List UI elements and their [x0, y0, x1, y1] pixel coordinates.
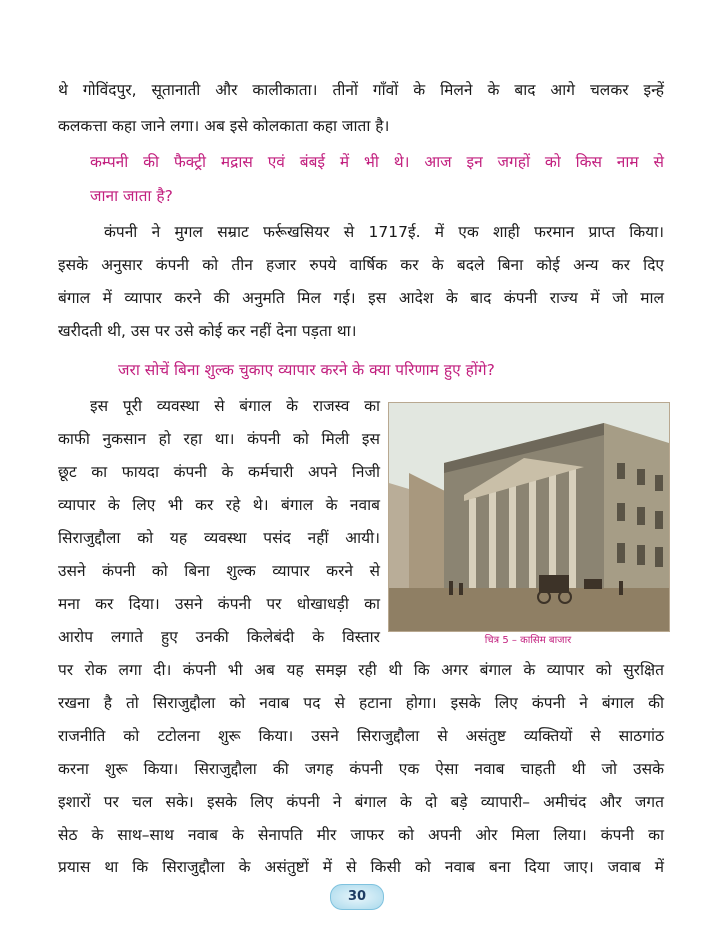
body-line: कंपनी ने मुगल सम्राट फर्रूखसियर से 1717ई. में एक शाही फरमान प्राप्त किया। [104, 223, 664, 241]
body-line: खरीदती थी, उस पर उसे कोई कर नहीं देना पड़ता था। [58, 322, 357, 340]
body-line: इस पूरी व्यवस्था से बंगाल के राजस्व का [90, 397, 380, 415]
body-line: राजनीति को टटोलना शुरू किया। उसने सिराजुद्दौला से असंतुष्ट व्यक्तियों से साठगांठ [58, 727, 664, 745]
body-line: छूट का फायदा कंपनी के कर्मचारी अपने निजी [58, 463, 380, 481]
body-line: बंगाल में व्यापार करने की अनुमति मिल गई। इस आदेश के बाद कंपनी राज्य में जो माल [58, 289, 664, 307]
page-number-badge: 30 [330, 884, 384, 910]
body-line: रखना है तो सिराजुद्दौला को नवाब पद से हटाना होगा। इसके लिए कंपनी ने बंगाल की [58, 694, 664, 712]
body-line: काफी नुकसान हो रहा था। कंपनी को मिली इस [58, 430, 380, 448]
body-line: आरोप लगाते हुए उनकी किलेबंदी के विस्तार [58, 628, 380, 646]
body-line: थे गोविंदपुर, सूतानाती और कालीकाता। तीनों गाँवों के मिलने के बाद आगे चलकर इन्हें [58, 81, 664, 99]
body-line: सिराजुद्दौला को यह व्यवस्था पसंद नहीं आयी। [58, 529, 380, 547]
body-line: सेठ के साथ–साथ नवाब के सेनापति मीर जाफर को अपनी ओर मिला लिया। कंपनी का [58, 826, 664, 844]
body-line: मना कर दिया। उसने कंपनी पर धोखाधड़ी का [58, 595, 380, 613]
question-line: जरा सोचें बिना शुल्क चुकाए व्यापार करने के क्या परिणाम हुए होंगे? [118, 361, 495, 379]
question-line: कम्पनी की फैक्ट्री मद्रास एवं बंबई में भी थे। आज इन जगहों को किस नाम से [90, 153, 664, 171]
body-line: उसने कंपनी को बिना शुल्क व्यापार करने से [58, 562, 380, 580]
figure-caption: चित्र 5 – कासिम बाजार [484, 635, 572, 646]
kasim-bazar-illustration [388, 402, 670, 632]
body-line: कलकत्ता कहा जाने लगा। अब इसे कोलकाता कहा जाता है। [58, 117, 390, 135]
body-line: व्यापार के लिए भी कर रहे थे। बंगाल के नवाब [58, 496, 380, 514]
body-line: पर रोक लगा दी। कंपनी भी अब यह समझ रही थी कि अगर बंगाल के व्यापार को सुरक्षित [58, 661, 664, 679]
question-line: जाना जाता है? [90, 187, 173, 205]
body-line: इशारों पर चल सके। इसके लिए कंपनी ने बंगाल के दो बड़े व्यापारी– अमीचंद और जगत [58, 793, 664, 811]
body-line: इसके अनुसार कंपनी को तीन हजार रुपये वार्षिक कर के बदले बिना कोई अन्य कर दिए [58, 256, 664, 274]
body-line: करना शुरू किया। सिराजुद्दौला की जगह कंपनी एक ऐसा नवाब चाहती थी जो उसके [58, 760, 664, 778]
building-illustration [389, 403, 669, 631]
body-line: प्रयास था कि सिराजुद्दौला के असंतुष्टों में से किसी को नवाब बना दिया जाए। जवाब में [58, 858, 664, 876]
